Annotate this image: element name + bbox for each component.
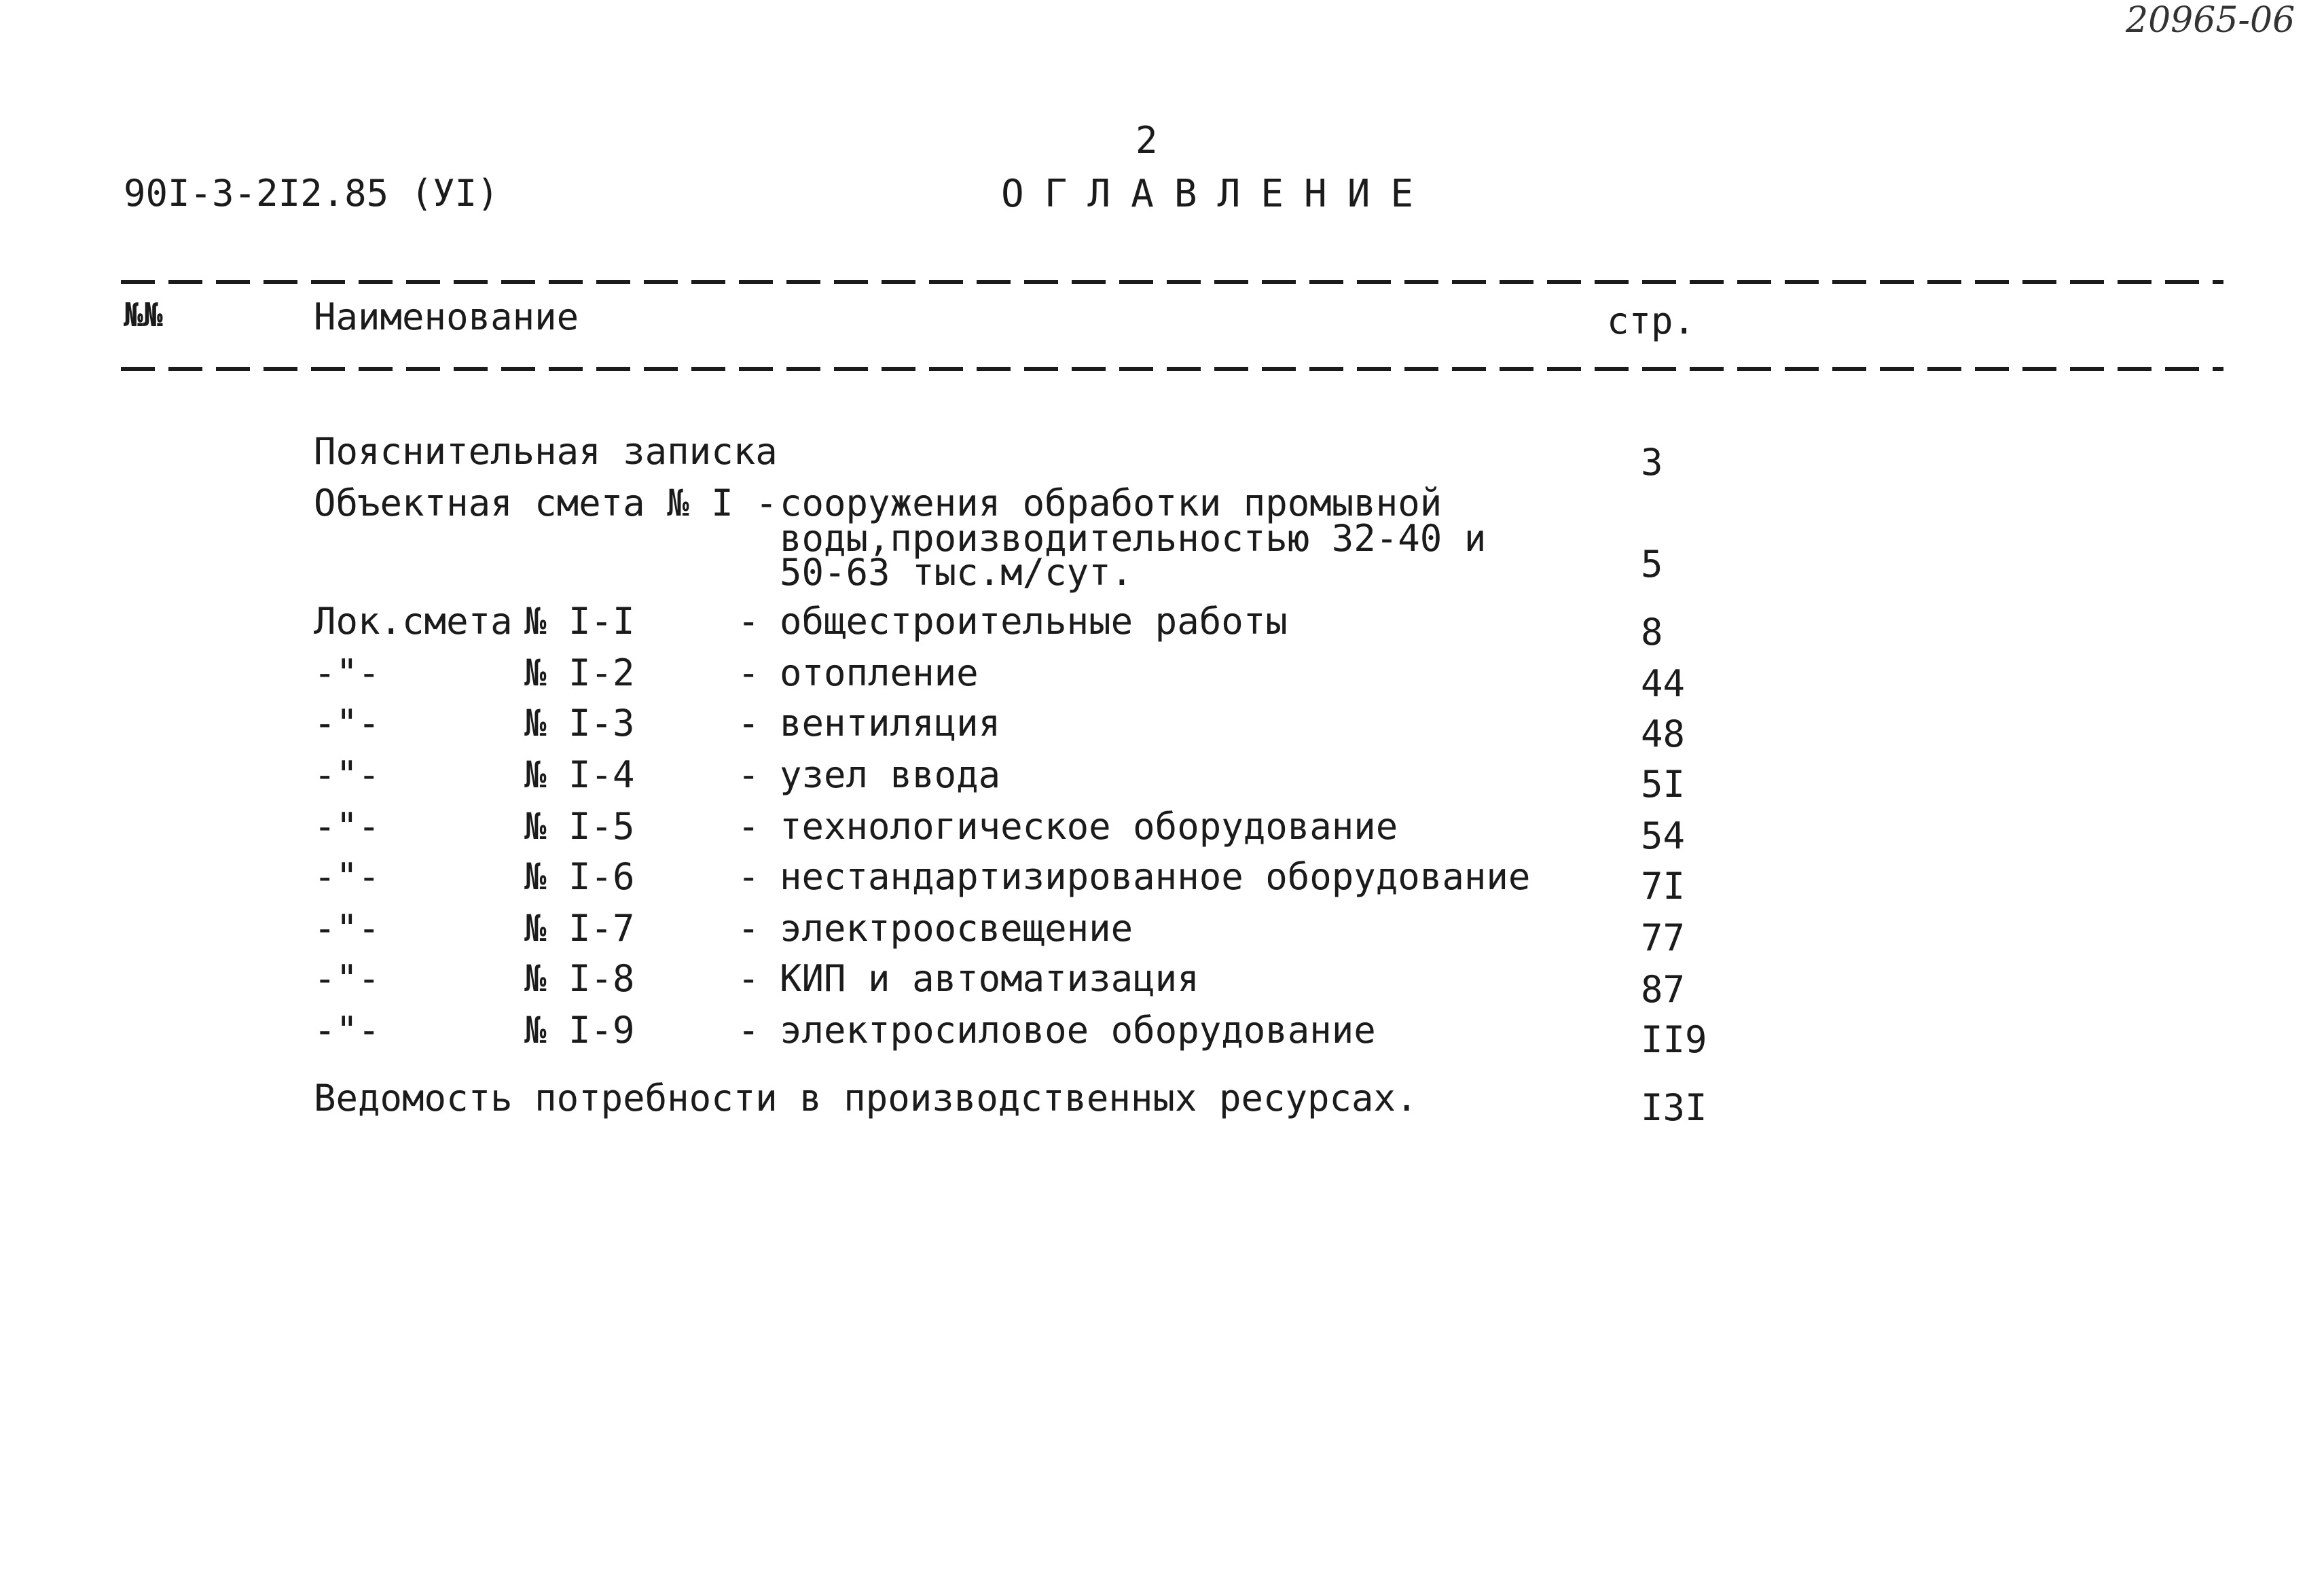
page-number: 2: [1136, 119, 1158, 162]
entry-resources-page: I3I: [1641, 1086, 1707, 1129]
local-estimate-description: вентиляция: [780, 702, 1001, 745]
entry-object-line: сооружения обработки промывной: [780, 482, 1442, 524]
header-top-rule: [121, 280, 2223, 284]
local-estimate-description: отопление: [780, 651, 979, 694]
local-estimate-prefix: -"-: [314, 702, 380, 745]
handwritten-code: 20965-06: [2126, 0, 2295, 41]
entry-explanatory-page: 3: [1641, 441, 1663, 484]
local-estimate-page: 8: [1641, 611, 1663, 653]
entry-object-line: воды,производительностью 32-40 и: [780, 517, 1487, 560]
entry-object-prefix: Объектная смета № I -: [314, 482, 778, 524]
dash-separator: -: [738, 957, 760, 1000]
entry-resources-name: Ведомость потребности в производственных ресурсах.: [314, 1077, 1418, 1119]
local-estimate-description: нестандартизированное оборудование: [780, 855, 1531, 898]
local-estimate-number: № I-4: [524, 753, 635, 796]
page-title: ОГЛАВЛЕНИЕ: [1001, 172, 1434, 216]
local-estimate-number: № I-2: [524, 651, 635, 694]
local-estimate-number: № I-6: [524, 855, 635, 898]
dash-separator: -: [738, 907, 760, 950]
local-estimate-prefix: -"-: [314, 957, 380, 1000]
local-estimate-number: № I-7: [524, 907, 635, 950]
local-estimate-number: № I-3: [524, 702, 635, 745]
local-estimate-prefix: -"-: [314, 1009, 380, 1052]
dash-separator: -: [738, 702, 760, 745]
local-estimate-page: 87: [1641, 968, 1686, 1011]
local-estimate-description: узел ввода: [780, 753, 1001, 796]
local-estimate-prefix: -"-: [314, 907, 380, 950]
local-estimate-page: II9: [1641, 1018, 1707, 1061]
local-estimate-page: 48: [1641, 713, 1686, 755]
dash-separator: -: [738, 805, 760, 848]
column-header-page: стр.: [1607, 300, 1696, 342]
local-estimate-number: № I-5: [524, 805, 635, 848]
entry-object-line: 50-63 тыс.м/сут.: [780, 551, 1133, 594]
local-estimate-prefix: -"-: [314, 753, 380, 796]
local-estimate-description: электросиловое оборудование: [780, 1009, 1376, 1052]
local-estimate-prefix: -"-: [314, 805, 380, 848]
local-estimate-description: технологическое оборудование: [780, 805, 1398, 848]
dash-separator: -: [738, 1009, 760, 1052]
local-estimate-prefix: -"-: [314, 855, 380, 898]
local-estimate-description: общестроительные работы: [780, 600, 1288, 643]
entry-object-page: 5: [1641, 543, 1663, 586]
dash-separator: -: [738, 753, 760, 796]
local-estimate-page: 54: [1641, 814, 1686, 857]
dash-separator: -: [738, 855, 760, 898]
entry-explanatory-name: Пояснительная записка: [314, 430, 778, 473]
local-estimate-description: КИП и автоматизация: [780, 957, 1199, 1000]
column-header-name: Наименование: [314, 295, 579, 338]
local-estimate-prefix: -"-: [314, 651, 380, 694]
local-estimate-number: № I-9: [524, 1009, 635, 1052]
column-header-number: №№: [124, 296, 163, 334]
dash-separator: -: [738, 600, 760, 643]
local-estimate-page: 5I: [1641, 763, 1686, 806]
local-estimate-number: № I-8: [524, 957, 635, 1000]
local-estimate-number: № I-I: [524, 600, 635, 643]
local-estimate-prefix: Лок.смета: [314, 600, 513, 643]
local-estimate-description: электроосвещение: [780, 907, 1133, 950]
document-code: 90I-3-2I2.85 (УI): [124, 172, 499, 215]
local-estimate-page: 7I: [1641, 865, 1686, 908]
local-estimate-page: 77: [1641, 916, 1686, 959]
dash-separator: -: [738, 651, 760, 694]
header-bottom-rule: [121, 367, 2223, 371]
local-estimate-page: 44: [1641, 662, 1686, 705]
